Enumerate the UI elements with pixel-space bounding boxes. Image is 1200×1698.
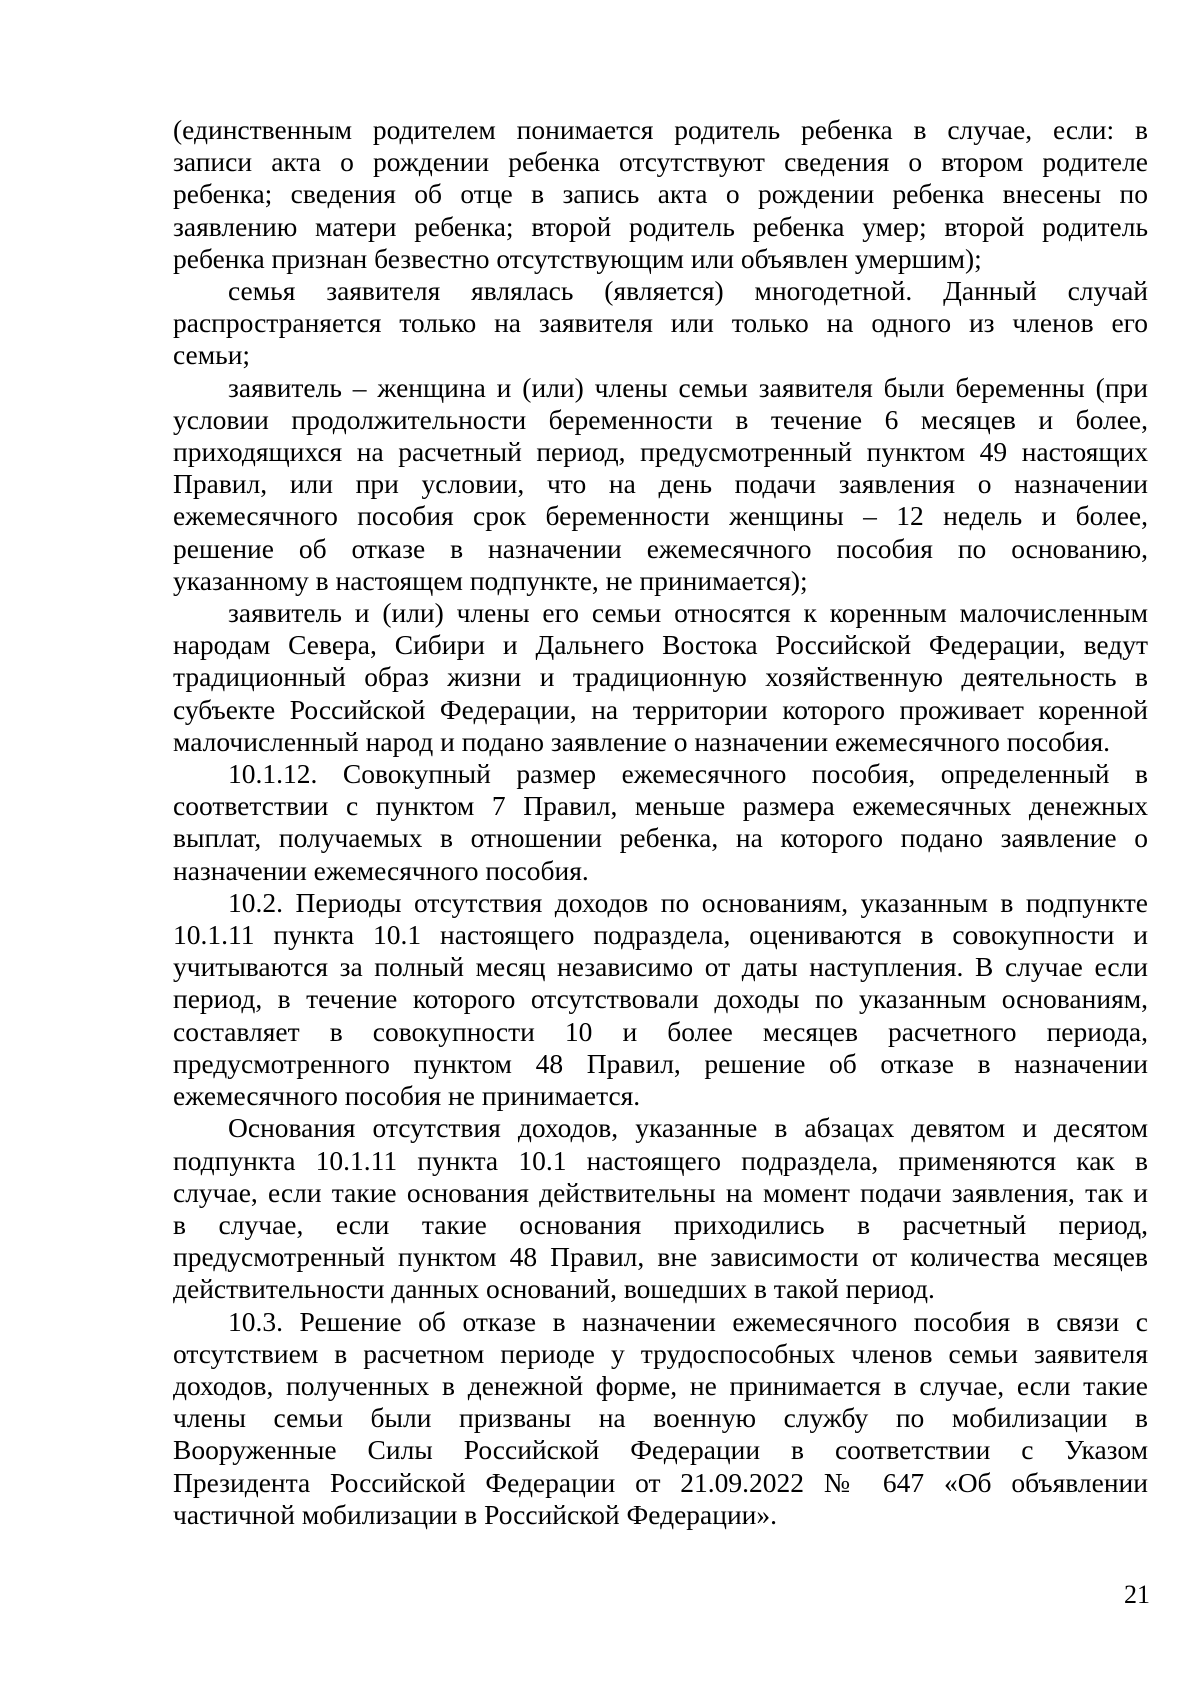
text-line: распространяется только на заявителя или только на одного из членов его	[173, 307, 1148, 339]
text-line: традиционный образ жизни и традиционную хозяйственную деятельность в	[173, 661, 1148, 693]
text-line: условии продолжительности беременности в течение 6 месяцев и более,	[173, 403, 1148, 435]
paragraph	[173, 887, 1148, 1112]
text-line: Президента Российской Федерации от 21.09.2022 № 647 «Об объявлении	[173, 1466, 1148, 1498]
text-line: ежемесячного пособия срок беременности женщины – 12 недель и более,	[173, 500, 1148, 532]
page-number: 21	[1124, 1580, 1150, 1609]
text-line: решение об отказе в назначении ежемесячного пособия по основанию,	[173, 532, 1148, 564]
text-line: Вооруженные Силы Российской Федерации в соответствии с Указом	[173, 1434, 1148, 1466]
text-line: период, в течение которого отсутствовали доходы по указанным основаниям,	[173, 983, 1148, 1015]
paragraph	[173, 372, 1148, 597]
text-line: 10.3. Решение об отказе в назначении ежемесячного пособия в связи с	[228, 1305, 1148, 1337]
text-line: ребенка признан безвестно отсутствующим или объявлен умершим);	[173, 242, 982, 274]
text-line: заявитель – женщина и (или) члены семьи заявителя были беременны (при	[228, 371, 1148, 403]
text-line: доходов, полученных в денежной форме, не принимается в случае, если такие	[173, 1369, 1148, 1401]
paragraph	[173, 758, 1148, 887]
paragraph	[173, 1112, 1148, 1305]
text-line: частичной мобилизации в Российской Федерации».	[173, 1498, 778, 1530]
text-line: заявлению матери ребенка; второй родитель ребенка умер; второй родитель	[173, 210, 1148, 242]
text-line: отсутствием в расчетном периоде у трудоспособных членов семьи заявителя	[173, 1337, 1148, 1369]
text-line: предусмотренный пунктом 48 Правил, вне зависимости от количества месяцев	[173, 1241, 1148, 1273]
text-line: соответствии с пунктом 7 Правил, меньше размера ежемесячных денежных	[173, 790, 1148, 822]
text-line: в случае, если такие основания приходились в расчетный период,	[173, 1208, 1148, 1240]
text-line: Правил, или при условии, что на день подачи заявления о назначении	[173, 468, 1148, 500]
text-line: народам Севера, Сибири и Дальнего Востока Российской Федерации, ведут	[173, 629, 1148, 661]
text-line: (единственным родителем понимается родитель ребенка в случае, если: в	[173, 114, 1148, 145]
text-line: Основания отсутствия доходов, указанные в абзацах девятом и десятом	[228, 1112, 1148, 1144]
text-line: учитываются за полный месяц независимо от даты наступления. В случае если	[173, 951, 1148, 983]
paragraph	[173, 1306, 1148, 1531]
text-line: подпункта 10.1.11 пункта 10.1 настоящего подраздела, применяются как в	[173, 1144, 1148, 1176]
text-line: случае, если такие основания действительны на момент подачи заявления, так и	[173, 1176, 1148, 1208]
text-line: 10.1.11 пункта 10.1 настоящего подраздела, оцениваются в совокупности и	[173, 919, 1148, 951]
document-body	[173, 114, 1148, 1531]
text-line: семья заявителя являлась (является) многодетной. Данный случай	[228, 275, 1148, 307]
text-line: приходящихся на расчетный период, предусмотренный пунктом 49 настоящих	[173, 436, 1148, 468]
paragraph	[173, 114, 1148, 275]
text-line: ребенка; сведения об отце в запись акта о рождении ребенка внесены по	[173, 178, 1148, 210]
text-line: 10.2. Периоды отсутствия доходов по основаниям, указанным в подпункте	[228, 886, 1148, 918]
text-line: указанному в настоящем подпункте, не принимается);	[173, 564, 808, 596]
text-line: предусмотренного пунктом 48 Правил, решение об отказе в назначении	[173, 1047, 1148, 1079]
text-line: записи акта о рождении ребенка отсутствуют сведения о втором родителе	[173, 146, 1148, 178]
text-line: 10.1.12. Совокупный размер ежемесячного пособия, определенный в	[228, 758, 1148, 790]
text-line: составляет в совокупности 10 и более месяцев расчетного периода,	[173, 1015, 1148, 1047]
text-line: члены семьи были призваны на военную службу по мобилизации в	[173, 1402, 1148, 1434]
text-line: выплат, получаемых в отношении ребенка, на которого подано заявление о	[173, 822, 1148, 854]
text-line: семьи;	[173, 339, 251, 371]
text-line: субъекте Российской Федерации, на территории которого проживает коренной	[173, 693, 1148, 725]
text-line: назначении ежемесячного пособия.	[173, 854, 589, 886]
text-line: заявитель и (или) члены его семьи относятся к коренным малочисленным	[228, 597, 1148, 629]
paragraph	[173, 597, 1148, 758]
text-line: ежемесячного пособия не принимается.	[173, 1080, 641, 1112]
text-line: малочисленный народ и подано заявление о назначении ежемесячного пособия.	[173, 725, 1111, 757]
text-line: действительности данных оснований, вошедших в такой период.	[173, 1273, 935, 1305]
paragraph	[173, 275, 1148, 372]
